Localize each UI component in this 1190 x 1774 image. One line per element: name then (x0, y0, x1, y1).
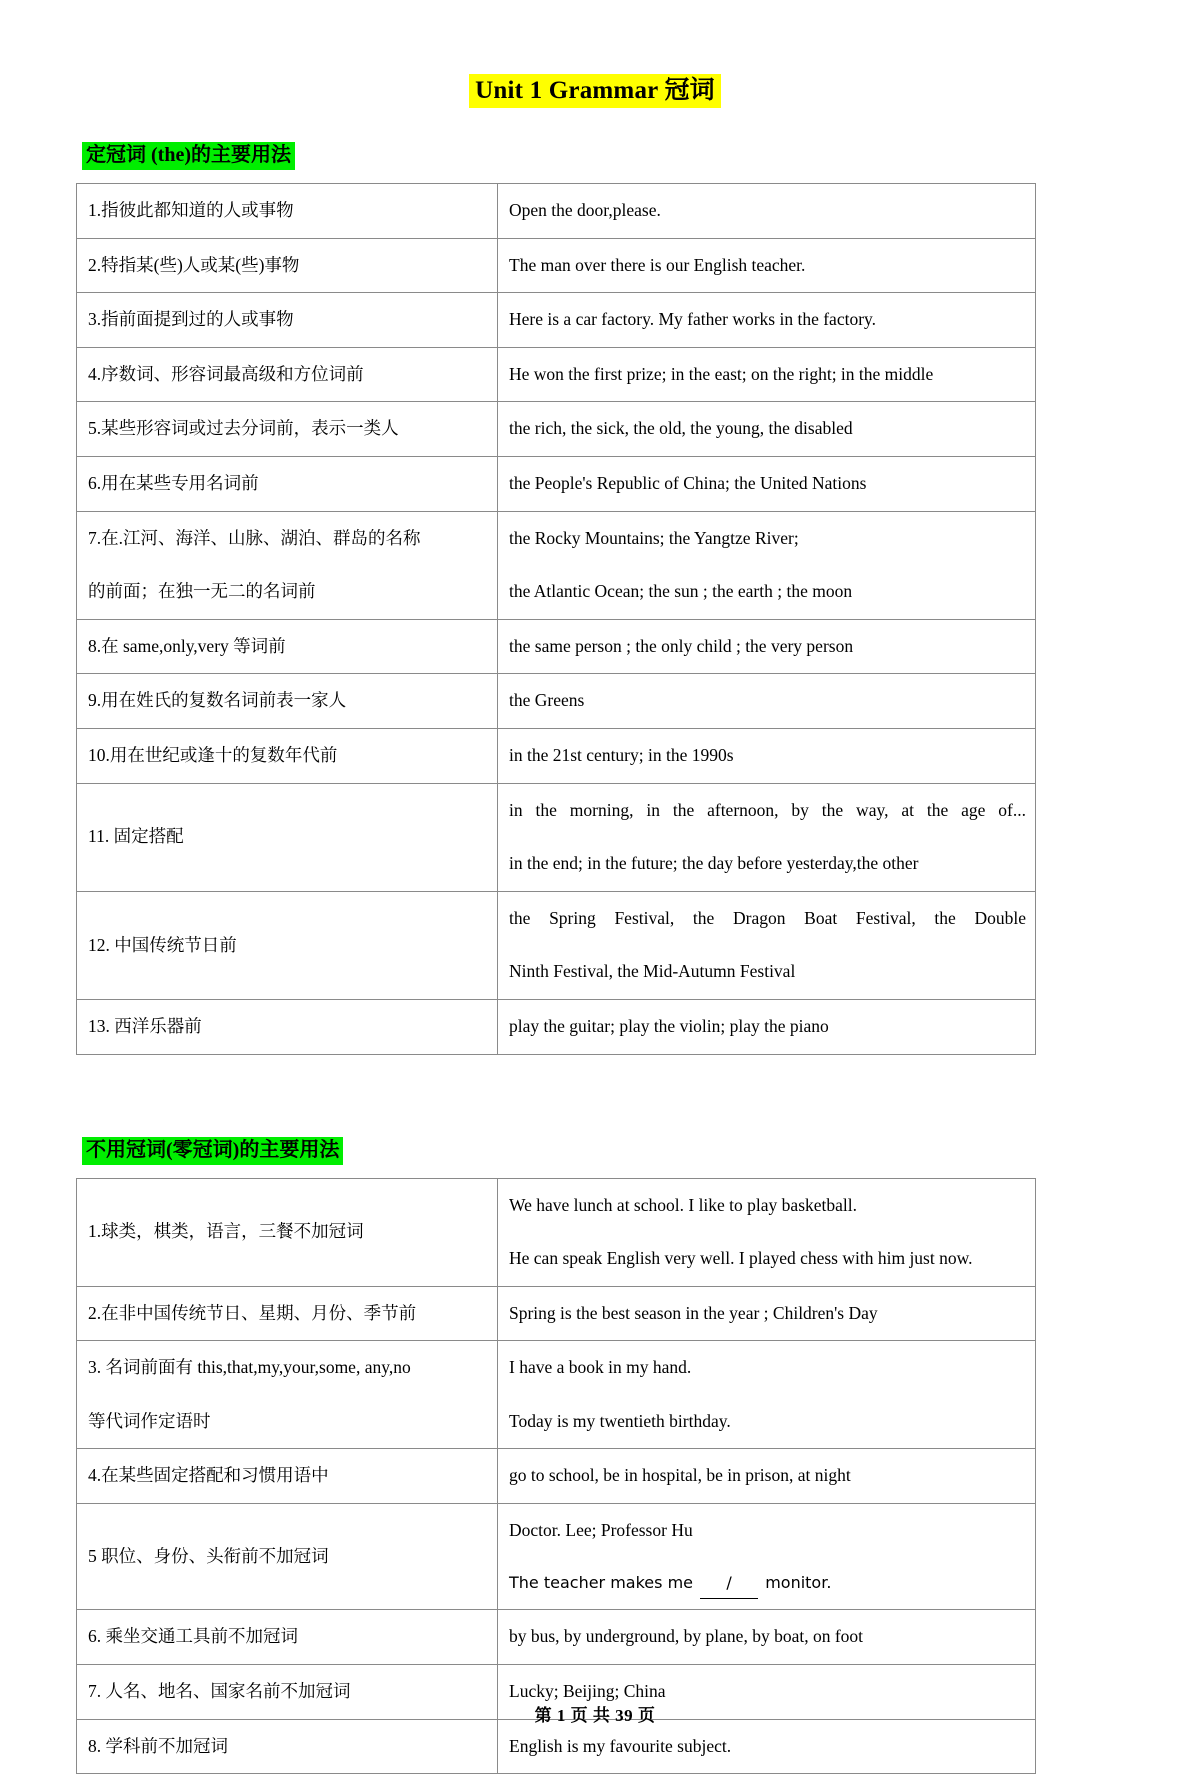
example-cell: Here is a car factory. My father works in the factory. (498, 293, 1036, 348)
rule-cell: 7. 人名、地名、国家名前不加冠词 (77, 1664, 498, 1719)
example-cell: English is my favourite subject. (498, 1719, 1036, 1774)
rule-cell: 12. 中国传统节日前 (77, 891, 498, 999)
example-cell: Open the door,please. (498, 184, 1036, 239)
example-line: in the morning, in the afternoon, by the way, at the age of... (509, 794, 1026, 828)
rule-cell: 8. 学科前不加冠词 (77, 1719, 498, 1774)
table-row (77, 402, 1036, 457)
example-line: in the end; in the future; the day before yesterday,the other (509, 847, 1026, 881)
table-row (77, 1449, 1036, 1504)
rule-cell: 1.指彼此都知道的人或事物 (77, 184, 498, 239)
section-heading-definite-article (82, 142, 295, 170)
table-row (77, 1286, 1036, 1341)
example-cell (498, 1178, 1036, 1286)
table-row (77, 238, 1036, 293)
table-row (77, 728, 1036, 783)
example-fill-in-blank-line (509, 1568, 1026, 1600)
example-cell: go to school, be in hospital, be in prison, at night (498, 1449, 1036, 1504)
table-row (77, 456, 1036, 511)
example-line: the Spring Festival, the Dragon Boat Festival, the Double (509, 902, 1026, 936)
example-cell: the rich, the sick, the old, the young, the disabled (498, 402, 1036, 457)
rule-cell: 2.在非中国传统节日、星期、月份、季节前 (77, 1286, 498, 1341)
rule-cell: 13. 西洋乐器前 (77, 999, 498, 1054)
rule-cell: 9.用在姓氏的复数名词前表一家人 (77, 674, 498, 729)
blank-prefix-text: The teacher makes me (509, 1573, 693, 1592)
rule-cell: 4.在某些固定搭配和习惯用语中 (77, 1449, 498, 1504)
rule-cell (77, 1341, 498, 1449)
example-cell: He won the first prize; in the east; on the right; in the middle (498, 347, 1036, 402)
example-cell: the Greens (498, 674, 1036, 729)
table-row (77, 293, 1036, 348)
example-line: Today is my twentieth birthday. (509, 1405, 1026, 1439)
page-title (72, 0, 1118, 106)
table-row (77, 184, 1036, 239)
table-row (77, 891, 1036, 999)
table-row (77, 674, 1036, 729)
table-row (77, 1610, 1036, 1665)
rule-line: 3. 名词前面有 this,that,my,your,some, any,no (88, 1351, 488, 1385)
example-line: I have a book in my hand. (509, 1351, 1026, 1385)
rule-cell: 1.球类，棋类，语言，三餐不加冠词 (77, 1178, 498, 1286)
example-cell: The man over there is our English teacher. (498, 238, 1036, 293)
table-row (77, 1719, 1036, 1774)
page-title-text: Unit 1 Grammar 冠词 (469, 74, 721, 108)
section-heading-text: 定冠词 (the)的主要用法 (82, 142, 295, 170)
example-cell: the same person ; the only child ; the very person (498, 619, 1036, 674)
example-line: He can speak English very well. I played chess with him just now. (509, 1242, 1026, 1276)
table-row (77, 999, 1036, 1054)
example-line: We have lunch at school. I like to play basketball. (509, 1189, 1026, 1223)
table-row (77, 619, 1036, 674)
example-cell: in the 21st century; in the 1990s (498, 728, 1036, 783)
example-cell (498, 891, 1036, 999)
example-cell: by bus, by underground, by plane, by boat, on foot (498, 1610, 1036, 1665)
table-definite-article (76, 183, 1036, 1055)
example-line: Doctor. Lee; Professor Hu (509, 1514, 1026, 1548)
page-footer: 第 1 页 共 39 页 (0, 1701, 1190, 1726)
example-cell: Lucky; Beijing; China (498, 1664, 1036, 1719)
rule-cell: 5 职位、身份、头衔前不加冠词 (77, 1504, 498, 1610)
rule-cell: 11. 固定搭配 (77, 783, 498, 891)
example-cell: the People's Republic of China; the United Nations (498, 456, 1036, 511)
blank-input[interactable]: / (700, 1568, 758, 1600)
rule-cell: 6.用在某些专用名词前 (77, 456, 498, 511)
rule-line: 的前面；在独一无二的名词前 (88, 575, 488, 609)
rule-cell: 6. 乘坐交通工具前不加冠词 (77, 1610, 498, 1665)
rule-cell (77, 511, 498, 619)
table-row (77, 347, 1036, 402)
example-cell (498, 1504, 1036, 1610)
example-cell: play the guitar; play the violin; play the piano (498, 999, 1036, 1054)
table-row (77, 1504, 1036, 1610)
example-cell (498, 1341, 1036, 1449)
example-line: the Atlantic Ocean; the sun ; the earth ; the moon (509, 575, 1026, 609)
rule-line: 等代词作定语时 (88, 1405, 488, 1439)
section-spacer (72, 1055, 1118, 1101)
rule-cell: 3.指前面提到过的人或事物 (77, 293, 498, 348)
example-line: the Rocky Mountains; the Yangtze River; (509, 522, 1026, 556)
rule-cell: 8.在 same,only,very 等词前 (77, 619, 498, 674)
section-heading-text: 不用冠词(零冠词)的主要用法 (82, 1137, 343, 1165)
rule-cell: 10.用在世纪或逢十的复数年代前 (77, 728, 498, 783)
example-cell: Spring is the best season in the year ; Children's Day (498, 1286, 1036, 1341)
rule-cell: 4.序数词、形容词最高级和方位词前 (77, 347, 498, 402)
table-row (77, 511, 1036, 619)
section-heading-zero-article (82, 1137, 343, 1165)
example-cell (498, 511, 1036, 619)
blank-suffix-text: monitor. (765, 1573, 831, 1592)
example-cell (498, 783, 1036, 891)
rule-cell: 5.某些形容词或过去分词前，表示一类人 (77, 402, 498, 457)
table-row (77, 783, 1036, 891)
rule-line: 7.在.江河、海洋、山脉、湖泊、群岛的名称 (88, 522, 488, 556)
rule-cell: 2.特指某(些)人或某(些)事物 (77, 238, 498, 293)
example-line: Ninth Festival, the Mid-Autumn Festival (509, 955, 1026, 989)
table-row (77, 1178, 1036, 1286)
table-zero-article (76, 1178, 1036, 1774)
table-row (77, 1341, 1036, 1449)
